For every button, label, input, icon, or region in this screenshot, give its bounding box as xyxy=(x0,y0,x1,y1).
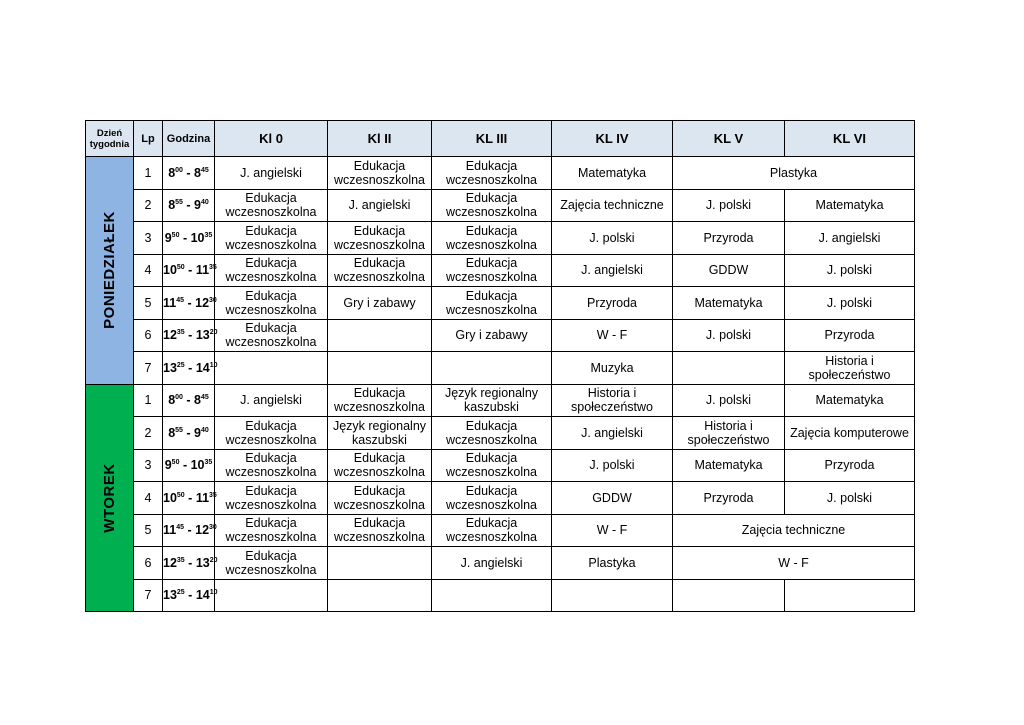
subject-cell: J. angielski xyxy=(785,222,915,255)
day-label-cell xyxy=(86,384,134,612)
subject-cell: GDDW xyxy=(673,254,785,287)
lesson-number: 2 xyxy=(134,189,163,222)
lesson-number: 6 xyxy=(134,319,163,352)
subject-cell: Edukacja wczesnoszkolna xyxy=(328,384,432,417)
time-end-minute: 35 xyxy=(204,459,213,467)
lesson-number: 1 xyxy=(134,157,163,190)
subject-cell: Historia i społeczeństwo xyxy=(552,384,673,417)
subject-cell: Matematyka xyxy=(673,449,785,482)
time-end-minute: 10 xyxy=(209,589,218,597)
time-start-minute: 00 xyxy=(175,394,183,402)
lesson-time: $9^{50} - 10^{35}$ xyxy=(163,449,215,482)
time-start-hour: 13 xyxy=(163,588,177,603)
header-class: KL VI xyxy=(785,121,915,157)
lesson-time: $13^{25} - 14^{10}$ xyxy=(163,579,215,612)
lesson-number: 7 xyxy=(134,579,163,612)
lesson-time: $8^{00} - 8^{45}$ xyxy=(163,384,215,417)
time-start-hour: 8 xyxy=(168,425,176,440)
subject-cell xyxy=(328,547,432,580)
time-end-hour: 11 xyxy=(195,263,210,278)
subject-cell: W - F xyxy=(552,319,673,352)
lesson-time: $10^{50} - 11^{35}$ xyxy=(163,482,215,515)
header-class: KL V xyxy=(673,121,785,157)
subject-cell: J. polski xyxy=(552,222,673,255)
timetable xyxy=(85,120,915,612)
time-start-hour: 9 xyxy=(164,458,172,473)
time-start-hour: 10 xyxy=(163,263,177,278)
subject-cell: Edukacja wczesnoszkolna xyxy=(215,482,328,515)
lesson-time: $11^{45} - 12^{30}$ xyxy=(163,514,215,547)
lesson-number: 1 xyxy=(134,384,163,417)
subject-cell: Edukacja wczesnoszkolna xyxy=(215,287,328,320)
subject-cell: J. angielski xyxy=(215,384,328,417)
subject-cell: J. angielski xyxy=(552,417,673,450)
subject-cell: Edukacja wczesnoszkolna xyxy=(328,514,432,547)
time-start-hour: 9 xyxy=(164,230,172,245)
lesson-number: 4 xyxy=(134,254,163,287)
time-end-hour: 12 xyxy=(195,295,210,310)
time-end-hour: 9 xyxy=(194,425,201,440)
time-end-hour: 9 xyxy=(194,198,201,213)
day-name: PONIEDZIAŁEK xyxy=(100,211,118,330)
header-class: Kl II xyxy=(328,121,432,157)
subject-cell: GDDW xyxy=(552,482,673,515)
subject-cell: Edukacja wczesnoszkolna xyxy=(328,449,432,482)
subject-cell: J. polski xyxy=(673,384,785,417)
subject-cell: J. polski xyxy=(785,482,915,515)
table-row xyxy=(86,449,915,482)
table-row xyxy=(86,189,915,222)
day-name: WTOREK xyxy=(100,463,118,533)
lesson-number: 6 xyxy=(134,547,163,580)
subject-cell: Edukacja wczesnoszkolna xyxy=(432,417,552,450)
subject-cell: W - F xyxy=(552,514,673,547)
subject-cell: Edukacja wczesnoszkolna xyxy=(215,514,328,547)
subject-cell: Edukacja wczesnoszkolna xyxy=(215,222,328,255)
subject-cell: J. polski xyxy=(673,319,785,352)
subject-cell: Edukacja wczesnoszkolna xyxy=(328,482,432,515)
lesson-number: 5 xyxy=(134,287,163,320)
subject-cell: Plastyka xyxy=(673,157,915,190)
time-end-minute: 30 xyxy=(209,296,217,304)
lesson-time: $12^{35} - 13^{20}$ xyxy=(163,319,215,352)
lesson-time: $8^{00} - 8^{45}$ xyxy=(163,157,215,190)
subject-cell: Matematyka xyxy=(673,287,785,320)
subject-cell xyxy=(432,579,552,612)
header-lp: Lp xyxy=(134,121,163,157)
time-end-hour: 14 xyxy=(195,360,210,375)
subject-cell xyxy=(328,579,432,612)
table-row xyxy=(86,384,915,417)
time-end-hour: 14 xyxy=(195,588,210,603)
time-start-minute: 45 xyxy=(176,524,185,532)
subject-cell: Język regionalny kaszubski xyxy=(432,384,552,417)
subject-cell: J. polski xyxy=(785,254,915,287)
table-row xyxy=(86,254,915,287)
header-class: Kl 0 xyxy=(215,121,328,157)
time-end-minute: 40 xyxy=(201,426,209,434)
time-start-minute: 35 xyxy=(176,556,185,564)
subject-cell xyxy=(328,352,432,385)
time-end-hour: 10 xyxy=(190,230,205,245)
time-end-minute: 30 xyxy=(209,524,217,532)
lesson-time: $10^{50} - 11^{35}$ xyxy=(163,254,215,287)
subject-cell: Edukacja wczesnoszkolna xyxy=(215,417,328,450)
timetable-body xyxy=(86,157,915,612)
header-day: Dzień tygodnia xyxy=(86,121,134,157)
subject-cell: J. angielski xyxy=(215,157,328,190)
table-row xyxy=(86,547,915,580)
time-start-hour: 13 xyxy=(163,360,177,375)
time-end-minute: 35 xyxy=(204,231,213,239)
lesson-time: $8^{55} - 9^{40}$ xyxy=(163,417,215,450)
time-start-minute: 00 xyxy=(175,166,183,174)
time-end-minute: 35 xyxy=(209,264,217,272)
lesson-time: $13^{25} - 14^{10}$ xyxy=(163,352,215,385)
lesson-number: 3 xyxy=(134,449,163,482)
subject-cell: Edukacja wczesnoszkolna xyxy=(432,157,552,190)
subject-cell: Edukacja wczesnoszkolna xyxy=(432,222,552,255)
subject-cell xyxy=(785,579,915,612)
table-row xyxy=(86,514,915,547)
subject-cell: J. angielski xyxy=(328,189,432,222)
lesson-number: 7 xyxy=(134,352,163,385)
subject-cell: J. polski xyxy=(673,189,785,222)
time-end-minute: 20 xyxy=(209,329,218,337)
subject-cell: Plastyka xyxy=(552,547,673,580)
subject-cell: Przyroda xyxy=(673,222,785,255)
subject-cell: J. polski xyxy=(785,287,915,320)
table-row xyxy=(86,482,915,515)
time-end-minute: 40 xyxy=(201,199,209,207)
subject-cell: Zajęcia komputerowe xyxy=(785,417,915,450)
subject-cell: Historia i społeczeństwo xyxy=(673,417,785,450)
time-start-minute: 50 xyxy=(171,459,180,467)
lesson-time: $11^{45} - 12^{30}$ xyxy=(163,287,215,320)
subject-cell xyxy=(432,352,552,385)
time-end-minute: 35 xyxy=(209,491,217,499)
lesson-number: 2 xyxy=(134,417,163,450)
subject-cell: Edukacja wczesnoszkolna xyxy=(432,449,552,482)
table-row xyxy=(86,579,915,612)
header-row xyxy=(86,121,915,157)
table-row xyxy=(86,417,915,450)
subject-cell: Edukacja wczesnoszkolna xyxy=(432,254,552,287)
subject-cell: Gry i zabawy xyxy=(328,287,432,320)
header-godzina: Godzina xyxy=(163,121,215,157)
subject-cell: Język regionalny kaszubski xyxy=(328,417,432,450)
subject-cell: Edukacja wczesnoszkolna xyxy=(328,157,432,190)
subject-cell: Przyroda xyxy=(785,449,915,482)
table-row xyxy=(86,222,915,255)
subject-cell: Edukacja wczesnoszkolna xyxy=(432,287,552,320)
day-label-cell xyxy=(86,157,134,385)
subject-cell: Zajęcia techniczne xyxy=(673,514,915,547)
subject-cell: J. angielski xyxy=(552,254,673,287)
header-class: KL III xyxy=(432,121,552,157)
time-end-hour: 13 xyxy=(195,555,210,570)
time-end-minute: 45 xyxy=(201,394,209,402)
time-end-minute: 45 xyxy=(201,166,209,174)
subject-cell: Matematyka xyxy=(785,189,915,222)
time-end-minute: 20 xyxy=(209,556,218,564)
subject-cell: Edukacja wczesnoszkolna xyxy=(328,254,432,287)
lesson-number: 5 xyxy=(134,514,163,547)
time-start-minute: 55 xyxy=(175,199,183,207)
time-start-hour: 8 xyxy=(168,393,176,408)
time-start-hour: 12 xyxy=(163,328,177,343)
subject-cell: Matematyka xyxy=(785,384,915,417)
subject-cell: J. polski xyxy=(552,449,673,482)
table-row xyxy=(86,352,915,385)
lesson-time: $9^{50} - 10^{35}$ xyxy=(163,222,215,255)
subject-cell: Zajęcia techniczne xyxy=(552,189,673,222)
table-row xyxy=(86,319,915,352)
subject-cell xyxy=(673,352,785,385)
subject-cell: Edukacja wczesnoszkolna xyxy=(328,222,432,255)
subject-cell: Edukacja wczesnoszkolna xyxy=(215,547,328,580)
time-start-minute: 25 xyxy=(176,361,185,369)
subject-cell: Edukacja wczesnoszkolna xyxy=(432,189,552,222)
time-end-hour: 12 xyxy=(195,523,210,538)
time-end-hour: 10 xyxy=(190,458,205,473)
time-start-minute: 50 xyxy=(176,264,185,272)
subject-cell: Edukacja wczesnoszkolna xyxy=(432,514,552,547)
time-start-minute: 55 xyxy=(175,426,183,434)
subject-cell: Edukacja wczesnoszkolna xyxy=(215,319,328,352)
time-start-hour: 10 xyxy=(163,490,177,505)
header-class: KL IV xyxy=(552,121,673,157)
subject-cell: J. angielski xyxy=(432,547,552,580)
time-start-hour: 12 xyxy=(163,555,177,570)
subject-cell: W - F xyxy=(673,547,915,580)
time-start-hour: 8 xyxy=(168,165,176,180)
subject-cell: Przyroda xyxy=(552,287,673,320)
time-start-minute: 35 xyxy=(176,329,185,337)
subject-cell xyxy=(215,579,328,612)
subject-cell: Edukacja wczesnoszkolna xyxy=(215,449,328,482)
time-start-hour: 11 xyxy=(163,295,177,310)
subject-cell: Przyroda xyxy=(785,319,915,352)
time-end-hour: 13 xyxy=(195,328,210,343)
subject-cell xyxy=(552,579,673,612)
table-row xyxy=(86,157,915,190)
time-end-hour: 8 xyxy=(194,393,201,408)
subject-cell: Gry i zabawy xyxy=(432,319,552,352)
time-end-hour: 11 xyxy=(195,490,210,505)
subject-cell: Matematyka xyxy=(552,157,673,190)
table-row xyxy=(86,287,915,320)
subject-cell: Historia i społeczeństwo xyxy=(785,352,915,385)
subject-cell: Przyroda xyxy=(673,482,785,515)
time-start-minute: 25 xyxy=(176,589,185,597)
time-start-minute: 45 xyxy=(176,296,185,304)
lesson-number: 3 xyxy=(134,222,163,255)
time-start-minute: 50 xyxy=(171,231,180,239)
subject-cell: Edukacja wczesnoszkolna xyxy=(432,482,552,515)
lesson-time: $12^{35} - 13^{20}$ xyxy=(163,547,215,580)
time-start-hour: 8 xyxy=(168,198,176,213)
lesson-time: $8^{55} - 9^{40}$ xyxy=(163,189,215,222)
subject-cell: Muzyka xyxy=(552,352,673,385)
lesson-number: 4 xyxy=(134,482,163,515)
time-end-minute: 10 xyxy=(209,361,218,369)
subject-cell xyxy=(673,579,785,612)
time-start-minute: 50 xyxy=(176,491,185,499)
time-end-hour: 8 xyxy=(194,165,201,180)
subject-cell xyxy=(215,352,328,385)
subject-cell: Edukacja wczesnoszkolna xyxy=(215,254,328,287)
subject-cell xyxy=(328,319,432,352)
time-start-hour: 11 xyxy=(163,523,177,538)
subject-cell: Edukacja wczesnoszkolna xyxy=(215,189,328,222)
